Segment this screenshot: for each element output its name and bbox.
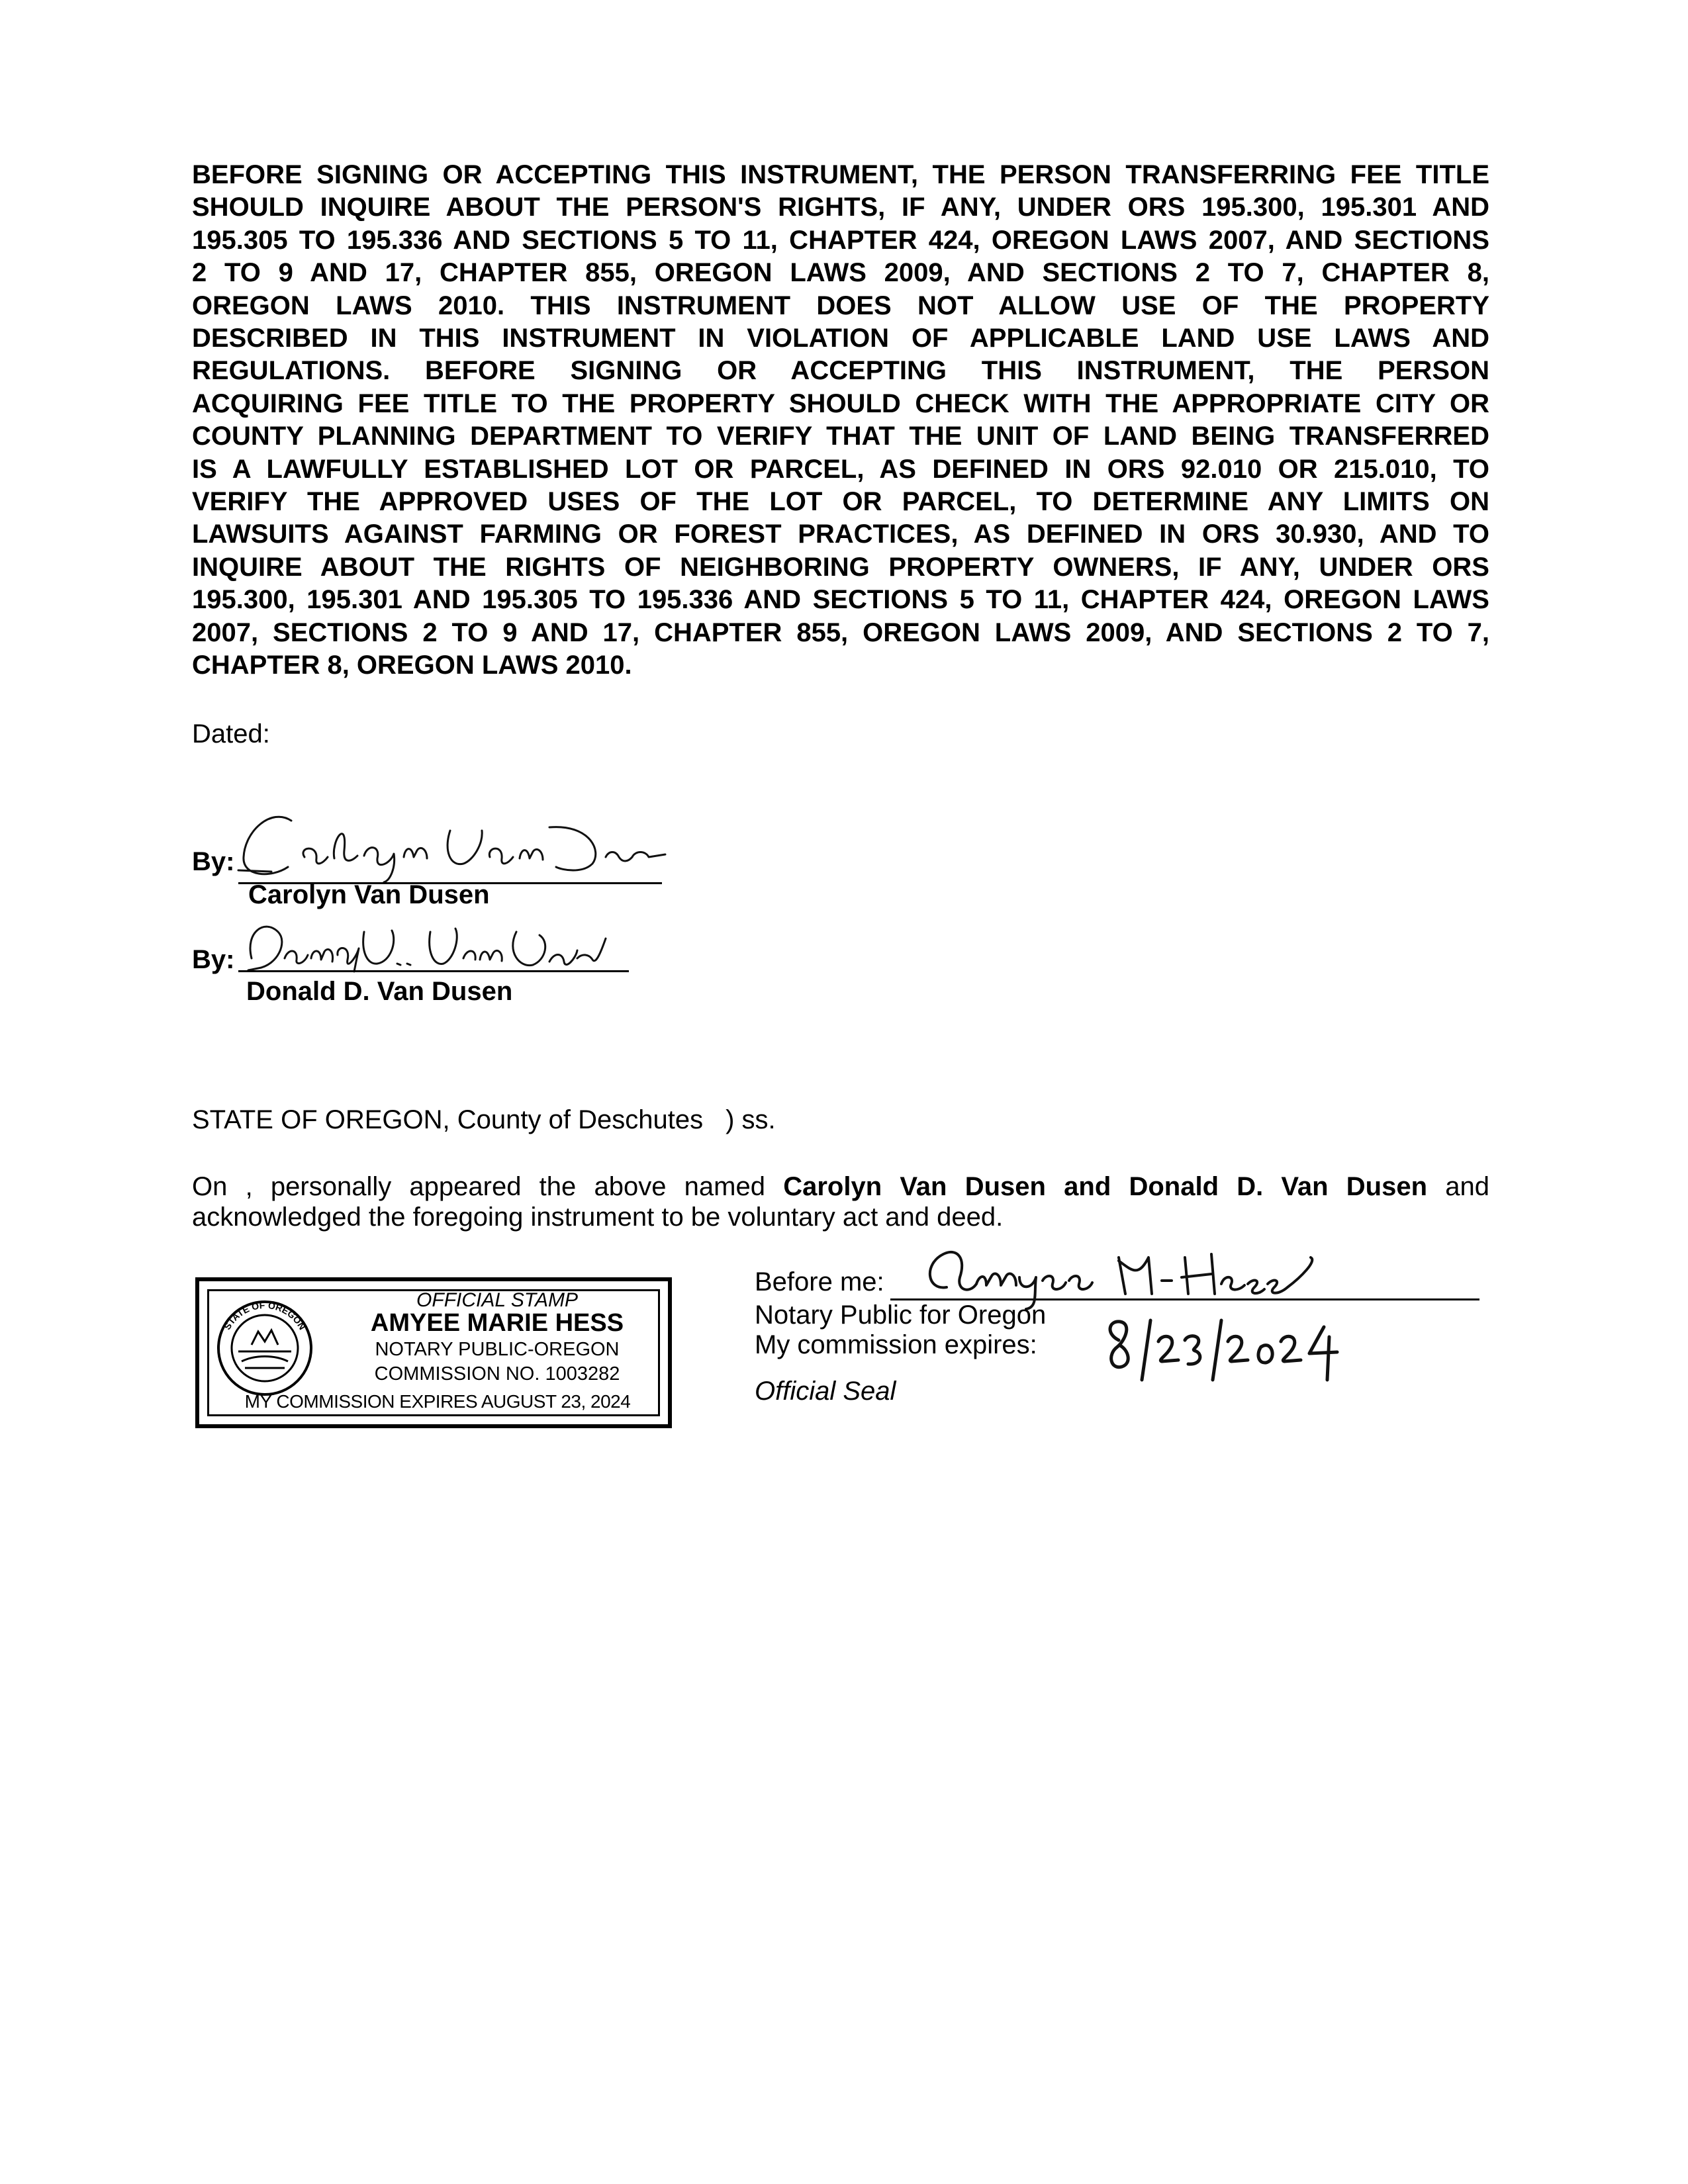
notarial-venue: [192, 1105, 776, 1135]
commission-expires-label: My commission expires:: [755, 1330, 1037, 1359]
warning-line: 195.300, 195.301 AND 195.305 TO 195.336 AND SECTIONS 5 TO 11, CHAPTER 424, OREGON LAWS: [192, 585, 1489, 615]
stamp-commission-number: COMMISSION NO. 1003282: [374, 1363, 620, 1385]
notary-official-stamp: [195, 1277, 672, 1428]
land-use-warning-paragraph: [192, 159, 1489, 682]
stamp-notary-name: AMYEE MARIE HESS: [370, 1309, 624, 1337]
dated-label: Dated:: [192, 719, 270, 749]
official-seal-label: Official Seal: [755, 1377, 896, 1406]
ack-post-text: and: [1427, 1172, 1489, 1201]
signer-name: Donald D. Van Dusen: [246, 977, 513, 1006]
before-me-label: Before me:: [755, 1267, 884, 1297]
warning-line: DESCRIBED IN THIS INSTRUMENT IN VIOLATION OF APPLICABLE LAND USE LAWS AND: [192, 324, 1489, 353]
warning-line: COUNTY PLANNING DEPARTMENT TO VERIFY THAT THE UNIT OF LAND BEING TRANSFERRED: [192, 422, 1489, 451]
warning-line: SHOULD INQUIRE ABOUT THE PERSON'S RIGHTS, IF ANY, UNDER ORS 195.300, 195.301 AND: [192, 193, 1489, 222]
stamp-notary-title: NOTARY PUBLIC-OREGON: [375, 1339, 620, 1360]
acknowledgment-line-1: [192, 1171, 1489, 1202]
signer-name: Carolyn Van Dusen: [248, 880, 490, 909]
warning-line: 195.305 TO 195.336 AND SECTIONS 5 TO 11, CHAPTER 424, OREGON LAWS 2007, AND SECTIONS: [192, 225, 1489, 255]
carolyn-handwritten-signature: [232, 804, 669, 884]
warning-line: REGULATIONS. BEFORE SIGNING OR ACCEPTING THIS INSTRUMENT, THE PERSON: [192, 356, 1489, 386]
ack-signer-names: Carolyn Van Dusen and Donald D. Van Dusen: [783, 1172, 1428, 1201]
warning-line: OREGON LAWS 2010. THIS INSTRUMENT DOES NOT ALLOW USE OF THE PROPERTY: [192, 291, 1489, 320]
warning-line: 2007, SECTIONS 2 TO 9 AND 17, CHAPTER 855, OREGON LAWS 2009, AND SECTIONS 2 TO 7,: [192, 617, 1489, 647]
handwritten-expiry-date: [1099, 1314, 1350, 1387]
warning-line: CHAPTER 8, OREGON LAWS 2010.: [192, 651, 632, 680]
donald-handwritten-signature: [238, 912, 609, 978]
stamp-expiration: MY COMMISSION EXPIRES AUGUST 23, 2024: [244, 1391, 631, 1412]
venue-ss: ) ss.: [726, 1105, 776, 1134]
warning-line: INQUIRE ABOUT THE RIGHTS OF NEIGHBORING PROPERTY OWNERS, IF ANY, UNDER ORS: [192, 552, 1489, 582]
venue-state-county: STATE OF OREGON, County of Deschutes: [192, 1105, 704, 1134]
acknowledgment-line-2: acknowledged the foregoing instrument to be voluntary act and deed.: [192, 1203, 1004, 1232]
notary-public-for-label: Notary Public for Oregon: [755, 1300, 1047, 1330]
state-seal-icon: [215, 1298, 314, 1398]
seal-text: STATE OF OREGON: [221, 1299, 308, 1332]
warning-line: ACQUIRING FEE TITLE TO THE PROPERTY SHOULD CHECK WITH THE APPROPRIATE CITY OR: [192, 388, 1489, 418]
ack-pre-text: On , personally appeared the above named: [192, 1172, 784, 1201]
acknowledgment-paragraph: [192, 1171, 1489, 1232]
notary-handwritten-signature: [920, 1238, 1331, 1310]
warning-line: BEFORE SIGNING OR ACCEPTING THIS INSTRUMENT, THE PERSON TRANSFERRING FEE TITLE: [192, 160, 1489, 189]
warning-line: LAWSUITS AGAINST FARMING OR FOREST PRACTICES, AS DEFINED IN ORS 30.930, AND TO: [192, 520, 1489, 549]
by-label: By:: [192, 945, 235, 974]
warning-line: IS A LAWFULLY ESTABLISHED LOT OR PARCEL, AS DEFINED IN ORS 92.010 OR 215.010, TO: [192, 454, 1489, 484]
by-label: By:: [192, 847, 235, 876]
stamp-header: OFFICIAL STAMP: [416, 1289, 578, 1311]
signature-line: [238, 970, 629, 972]
warning-line: VERIFY THE APPROVED USES OF THE LOT OR PARCEL, TO DETERMINE ANY LIMITS ON: [192, 487, 1489, 517]
warning-line: 2 TO 9 AND 17, CHAPTER 855, OREGON LAWS 2009, AND SECTIONS 2 TO 7, CHAPTER 8,: [192, 258, 1489, 288]
